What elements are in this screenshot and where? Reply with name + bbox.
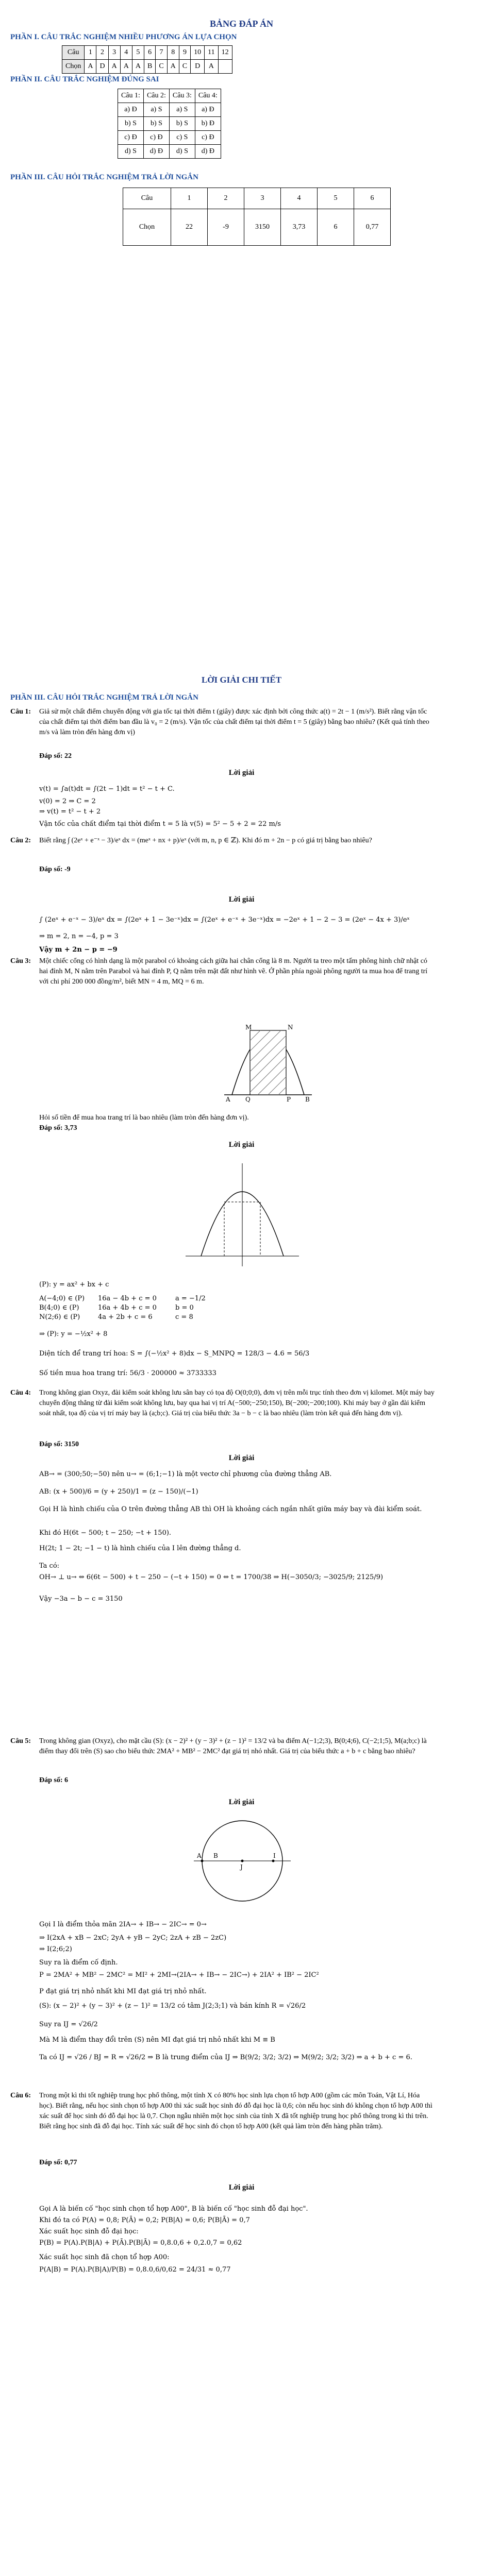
solutions-title: LỜI GIẢI CHI TIẾT	[201, 675, 282, 685]
answer-value: -9	[64, 866, 71, 873]
cell: A	[167, 60, 179, 74]
cell: B	[144, 60, 155, 74]
question-number: Câu 1:	[10, 708, 31, 716]
math-line: Khi đó H(6t − 500; t − 250; −t + 150).	[39, 1529, 172, 1537]
answer-value: 3150	[64, 1440, 79, 1448]
cell: 11	[205, 46, 218, 60]
math-line: AB: (x + 500)/6 = (y + 250)/1 = (z − 150)/(−1)	[39, 1488, 198, 1496]
cell: d) Đ	[143, 145, 169, 159]
cell: 10	[191, 46, 205, 60]
label-p: P	[287, 1096, 291, 1103]
math-line: v(0) = 2 ⇒ C = 2	[39, 798, 96, 805]
cell: 8	[167, 46, 179, 60]
row-label: Chọn	[62, 60, 85, 74]
system-solutions	[175, 1294, 206, 1322]
cell: 7	[156, 46, 167, 60]
cell: d) Đ	[195, 145, 221, 159]
solution-label: Lời giải	[228, 895, 255, 904]
cell: 6	[144, 46, 155, 60]
solution-label: Lời giải	[228, 2183, 255, 2192]
math-line: P = 2MA² + MB² − 2MC² = MI² + 2MI→(2IA→ + IB→ − 2IC→) + 2IA² + IB² − 2IC²	[39, 1971, 319, 1979]
cell	[218, 60, 232, 74]
answer-label: Đáp số:	[39, 1440, 63, 1448]
cell: a) S	[143, 103, 169, 117]
cell: Câu 2:	[143, 89, 169, 103]
math-line: P(B) = P(A).P(B|A) + P(Ā).P(B|Ā) = 0,8.0,6 + 0,2.0,7 = 0,62	[39, 2239, 242, 2247]
answer-label: Đáp số:	[39, 1124, 63, 1132]
cell: 5	[318, 188, 354, 209]
math-line: OH→ ⊥ u→ ⇔ 6(6t − 500) + t − 250 − (−t + 150) = 0 ⇔ t = 1700/38 ⇒ H(−3050/3; −3025/9; 2125/9)	[39, 1573, 384, 1581]
question-number: Câu 5:	[10, 1737, 31, 1745]
math-line: ⇒ I(2xA + xB − 2xC; 2yA + yB − 2yC; 2zA + zB − 2zC)	[39, 1934, 227, 1942]
math-line: Số tiền mua hoa trang trí: 56/3 · 200000 ≈ 3733333	[39, 1369, 216, 1377]
math-line: H(2t; 1 − 2t; −1 − t) là hình chiếu của I lên đường thẳng d.	[39, 1545, 241, 1552]
math-line: Gọi A là biến cố "học sinh chọn tổ hợp A00", B là biến cố "học sinh đỗ đại học".	[39, 2205, 308, 2213]
math-line: 16a − 4b + c = 0	[98, 1295, 157, 1302]
question-number: Câu 4:	[10, 1389, 31, 1397]
cell: 3150	[244, 209, 281, 246]
answer-line	[39, 1776, 68, 1785]
label-n: N	[288, 1024, 293, 1031]
cell: b) Đ	[195, 117, 221, 131]
cell: A	[205, 60, 218, 74]
math-line: Diện tích để trang trí hoa: S = ∫(−½x² + 8)dx − S_MNPQ = 128/3 − 4.6 = 56/3	[39, 1350, 310, 1358]
cell: A	[132, 60, 144, 74]
math-line: A(−4;0) ∈ (P)	[39, 1295, 85, 1302]
math-line: Xác suất học sinh đã chọn tổ hợp A00:	[39, 2253, 170, 2261]
cell: a) S	[169, 103, 195, 117]
question-text: Trong không gian Oxyz, đài kiểm soát không lưu sân bay có tọa độ O(0;0;0), đơn vị trên mỗi trục tính theo đơn vị kilomet. Một máy bay chuyển động thẳng từ đài kiểm soát không lưu, bay qua hai vị trí A(−500;−250;150), B(−200;−200;100). Khi máy bay ở gần đài kiểm soát nhất, tọa độ của vị trí máy bay là (a;b;c). Giá trị của biểu thức 3a − b − c là bao nhiêu (làm tròn kết quả đến hàng đơn vị).	[39, 1389, 435, 1417]
cell: 3,73	[281, 209, 318, 246]
label-m: M	[245, 1024, 252, 1031]
cell: 3	[244, 188, 281, 209]
part3-heading: PHẦN III. CÂU HỎI TRẮC NGHIỆM TRẢ LỜI NGẮN	[10, 173, 198, 181]
answer-value: 22	[64, 752, 72, 760]
cell: D	[191, 60, 205, 74]
cell: D	[96, 60, 108, 74]
label-b: B	[305, 1096, 310, 1103]
math-line: ⇒ m = 2, n = −4, p = 3	[39, 933, 119, 940]
cell: 12	[218, 46, 232, 60]
cell: 1	[85, 46, 96, 60]
math-line: Gọi I là điểm thỏa mãn 2IA→ + IB→ − 2IC→ = 0→	[39, 1921, 207, 1928]
cell: Câu 1:	[118, 89, 144, 103]
point-i-dot	[272, 1860, 275, 1862]
solution-label: Lời giải	[228, 1798, 255, 1806]
label-q: Q	[245, 1096, 251, 1103]
math-line: Xác suất học sinh đỗ đại học:	[39, 2228, 139, 2235]
answer-line	[39, 752, 72, 760]
point-j-dot	[241, 1860, 244, 1862]
cell: 22	[171, 209, 208, 246]
cell: A	[85, 60, 96, 74]
cell: b) S	[169, 117, 195, 131]
math-line: Gọi H là hình chiếu của O trên đường thẳng AB thì OH là khoảng cách ngắn nhất giữa máy bay và đài kiểm soát.	[39, 1505, 422, 1513]
question-number: Câu 3:	[10, 957, 31, 965]
math-line: (S): (x − 2)² + (y − 3)² + (z − 1)² = 13/2 có tâm J(2;3;1) và bán kính R = √26/2	[39, 2002, 306, 2010]
short-answer-table	[123, 188, 391, 246]
answer-line	[39, 866, 71, 874]
question-5	[10, 1736, 436, 1757]
math-line: Vậy −3a − b − c = 3150	[39, 1595, 123, 1603]
math-line: P đạt giá trị nhỏ nhất khi MI đạt giá trị nhỏ nhất.	[39, 1988, 207, 1995]
answer-value: 3,73	[64, 1124, 77, 1132]
answer-value: 0,77	[64, 2159, 77, 2166]
math-line: a = −1/2	[175, 1295, 206, 1302]
cell: Câu 4:	[195, 89, 221, 103]
cell: c) Đ	[195, 131, 221, 145]
question-number: Câu 6:	[10, 2092, 31, 2099]
cell: A	[120, 60, 132, 74]
mc-answer-table	[62, 45, 232, 74]
question-4	[10, 1388, 436, 1419]
math-line: AB→ = (300;50;−50) nên u→ = (6;1;−1) là một vectơ chỉ phương của đường thẳng AB.	[39, 1470, 332, 1478]
cell: c) Đ	[143, 131, 169, 145]
cell: d) S	[169, 145, 195, 159]
gate-parabola-figure	[216, 994, 320, 1103]
question-1	[10, 707, 436, 738]
solution-label: Lời giải	[228, 769, 255, 777]
question-2	[10, 836, 436, 846]
answer-label: Đáp số:	[39, 752, 63, 760]
math-line: 16a + 4b + c = 0	[98, 1304, 157, 1312]
cell: 2	[208, 188, 244, 209]
cell: 6	[318, 209, 354, 246]
math-line: c = 8	[175, 1313, 193, 1321]
cell: b) S	[118, 117, 144, 131]
cell: 4	[120, 46, 132, 60]
math-line: Ta có:	[39, 1562, 60, 1570]
question-number: Câu 2:	[10, 837, 31, 844]
true-false-table	[118, 89, 221, 159]
answer-label: Đáp số:	[39, 1776, 63, 1784]
label-b: B	[213, 1852, 218, 1859]
cell: 1	[171, 188, 208, 209]
cell: d) S	[118, 145, 144, 159]
cell: -9	[208, 209, 244, 246]
math-line: ⇒ (P): y = −½x² + 8	[39, 1330, 108, 1338]
cell: 3	[108, 46, 120, 60]
question-3	[10, 956, 436, 987]
label-j: J	[240, 1863, 243, 1871]
math-line: ⇒ I(2;6;2)	[39, 1945, 72, 1953]
answer-value: 6	[64, 1776, 69, 1784]
solution-label: Lời giải	[228, 1141, 255, 1149]
row-label: Câu	[123, 188, 171, 209]
cell: C	[179, 60, 190, 74]
cell: b) S	[143, 117, 169, 131]
cell: 5	[132, 46, 144, 60]
answer-line	[39, 1124, 77, 1132]
answer-line	[39, 1440, 79, 1449]
cell: a) Đ	[118, 103, 144, 117]
question-text: Giả sử một chất điểm chuyển động với gia tốc tại thời điểm t (giây) được xác định bởi công thức a(t) = 2t − 1 (m/s²). Biết rằng vận tốc của chất điểm tại thời điểm ban đầu là v₀ = 2 (m/s). Vận tốc của chất điểm tại thời điểm t = 5 (giây) bằng bao nhiêu? (Kết quả tính theo m/s và làm tròn đến hàng đơn vị)	[39, 708, 429, 736]
cell: 0,77	[354, 209, 391, 246]
math-line: ∫ (2eˣ + e⁻ˣ − 3)/eˣ dx = ∫(2eˣ + 1 − 3e⁻ˣ)dx = ∫(2eˣ + e⁻ˣ + 3e⁻ˣ)dx = −2eˣ + 1 − 2 − 3 = (2eˣ − 4x + 3)/eˣ	[39, 916, 410, 924]
cell: 9	[179, 46, 190, 60]
cell: c) S	[169, 131, 195, 145]
math-line: Khi đó ta có P(A) = 0,8; P(Ā) = 0,2; P(B|A) = 0,6; P(B|Ā) = 0,7	[39, 2216, 250, 2224]
math-line: (P): y = ax² + bx + c	[39, 1281, 109, 1289]
banner-rectangle	[250, 1030, 286, 1095]
math-line: Vậy m + 2n − p = −9	[39, 946, 118, 954]
point-a-dot	[201, 1860, 204, 1862]
solution-label: Lời giải	[228, 1454, 255, 1462]
cell: A	[108, 60, 120, 74]
math-line: Suy ra là điểm cố định.	[39, 1959, 118, 1967]
math-line: v(t) = ∫a(t)dt = ∫(2t − 1)dt = t² − t + C.	[39, 785, 175, 793]
solutions-section-heading: PHẦN III. CÂU HỎI TRẮC NGHIỆM TRẢ LỜI NGẮN	[10, 693, 198, 702]
cell: Câu 3:	[169, 89, 195, 103]
system-equations	[98, 1294, 157, 1322]
cell: a) Đ	[195, 103, 221, 117]
sphere-figure	[191, 1814, 294, 1911]
math-line: Vận tốc của chất điểm tại thời điểm t = 5 là v(5) = 5² − 5 + 2 = 22 m/s	[39, 820, 281, 828]
label-i: I	[273, 1852, 276, 1859]
cell: 4	[281, 188, 318, 209]
label-a: A	[226, 1096, 230, 1103]
answer-label: Đáp số:	[39, 2159, 63, 2166]
question-6	[10, 2091, 436, 2132]
row-label: Câu	[62, 46, 85, 60]
math-line: Mà M là điểm thay đổi trên (S) nên MI đạt giá trị nhỏ nhất khi M ≡ B	[39, 2036, 275, 2044]
math-line: b = 0	[175, 1304, 194, 1312]
parabola-coordinate-figure	[180, 1158, 304, 1272]
math-line: Ta có IJ = √26 / BJ = R = √26/2 ⇒ B là trung điểm của IJ ⇒ B(9/2; 3/2; 3/2) ⇒ M(9/2; 3/2; 3/2) ⇒ a + b + c = 6.	[39, 2054, 412, 2061]
answer-line	[39, 2159, 77, 2167]
cell: C	[156, 60, 167, 74]
question-text: Trong một kì thi tốt nghiệp trung học phổ thông, một tỉnh X có 80% học sinh lựa chọn tổ hợp A00 (gồm các môn Toán, Vật Lí, Hóa học). Biết rằng, nếu học sinh chọn tổ hợp A00 thì xác suất học sinh đó đỗ đại học là 0,6; còn nếu học sinh đó không chọn tổ hợp A00 thì xác suất để học sinh đó đỗ đại học là 0,7. Chọn ngẫu nhiên một học sinh của tỉnh X đã tốt nghiệp trung học phổ thông trong kì thi trên. Biết rằng học sinh đã đỗ đại học. Tính xác suất để học sinh đó chọn tổ hợp A00 (kết quả làm tròn đến hàng phần trăm).	[39, 2092, 432, 2130]
answer-label: Đáp số:	[39, 866, 63, 873]
answer-key-title: BẢNG ĐÁP ÁN	[209, 19, 273, 29]
question-text: Trong không gian (Oxyz), cho mặt cầu (S): (x − 2)² + (y − 3)² + (z − 1)² = 13/2 và ba điểm A(−1;2;3), B(0;4;6), C(−2;1;5), M(a;b;c) là điểm thay đổi trên (S) sao cho biểu thức 2MA² + MB² − 2MC² đạt giá trị nhỏ nhất. Giá trị của biểu thức a + b + c bằng bao nhiêu?	[39, 1737, 427, 1755]
cell: 2	[96, 46, 108, 60]
part1-heading: PHẦN I. CÂU TRẮC NGHIỆM NHIỀU PHƯƠNG ÁN LỰA CHỌN	[10, 33, 237, 41]
question-text: Một chiếc cổng có hình dạng là một parabol có khoảng cách giữa hai chân cổng là 8 m. Người ta treo một tấm phông hình chữ nhật có hai đỉnh M, N nằm trên Parabol và hai đỉnh P, Q nằm trên mặt đất như hình vẽ. Ở phần phía ngoài phông người ta mua hoa để trang trí với chi phí 200 000 đồng/m², biết MN = 4 m, MQ = 6 m.	[39, 957, 428, 986]
question-3-prompt: Hỏi số tiền để mua hoa trang trí là bao nhiêu (làm tròn đến hàng đơn vị).	[39, 1114, 249, 1122]
cell: 6	[354, 188, 391, 209]
math-line: Suy ra IJ = √26/2	[39, 2021, 98, 2028]
system-conditions	[39, 1294, 85, 1322]
question-text: Biết rằng ∫ (2eˣ + e⁻ˣ − 3)/eˣ dx = (meˣ + nx + p)/eˣ (với m, n, p ∈ ℤ). Khi đó m + 2n − p có giá trị bằng bao nhiêu?	[39, 837, 372, 844]
row-label: Chọn	[123, 209, 171, 246]
math-line: N(2;6) ∈ (P)	[39, 1313, 80, 1321]
math-line: B(4;0) ∈ (P)	[39, 1304, 79, 1312]
math-line: P(A|B) = P(A).P(B|A)/P(B) = 0,8.0,6/0,62 = 24/31 ≈ 0,77	[39, 2266, 231, 2274]
cell: c) Đ	[118, 131, 144, 145]
label-a: A	[197, 1852, 202, 1859]
part2-heading: PHẦN II. CÂU TRẮC NGHIỆM ĐÚNG SAI	[10, 75, 159, 83]
math-line: ⇒ v(t) = t² − t + 2	[39, 808, 101, 816]
math-line: 4a + 2b + c = 6	[98, 1313, 153, 1321]
